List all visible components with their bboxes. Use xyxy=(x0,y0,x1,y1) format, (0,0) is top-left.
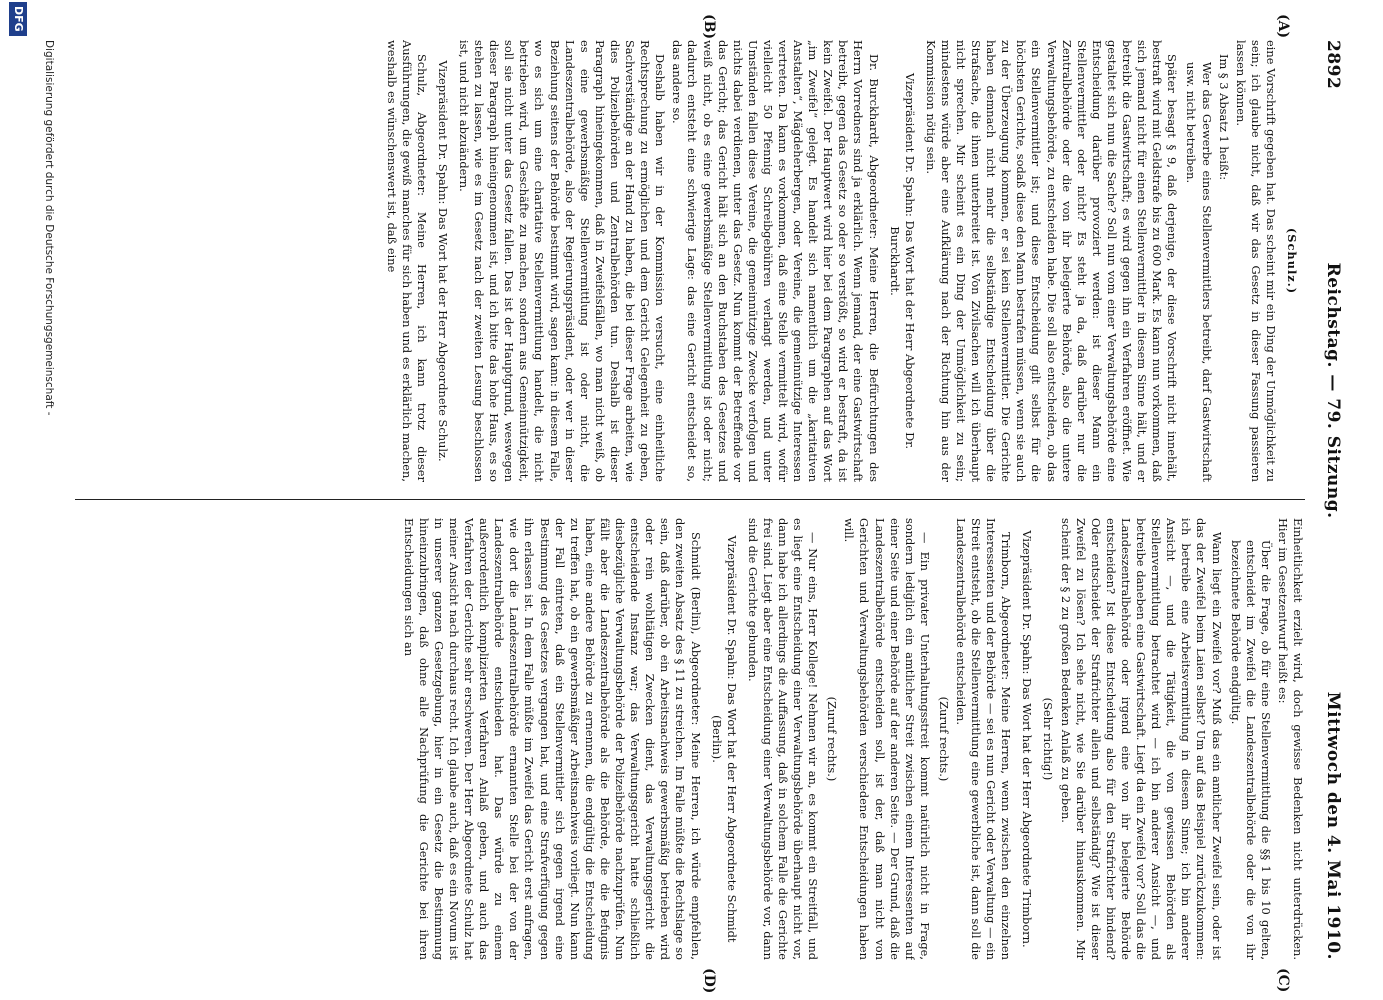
speech-paragraph: Schulz, Abgeordneter: Meine Herren, ich kann trotz dieser Ausführungen, die gewiß manches für sich haben und es erklärlich machen, weshalb es wünschenswert ist, daß eine xyxy=(384,40,429,482)
digitization-credit: Digitalisierung gefördert durch die Deutsche Forschungsgemeinschaft - xyxy=(43,40,55,416)
law-quote: Wer das Gewerbe eines Stellenvermittlers betreibt, darf Gastwirtschaft usw. nicht betreiben. xyxy=(1184,62,1214,482)
paragraph: Im § 3 Absatz 1 heißt: xyxy=(1216,54,1231,181)
right-column xyxy=(75,518,1305,960)
margin-letter-c: (C) xyxy=(1275,968,1291,993)
chair-statement: Vizepräsident Dr. Spahn: Das Wort hat der Herr Abgeordnete Trimborn. xyxy=(1020,530,1035,948)
margin-letter-b: (B) xyxy=(701,14,717,40)
paragraph: eine Vorschrift gegeben hat. Das scheint mir ein Ding der Unmöglichkeit zu sein; ich glaube nicht, daß wir das Gesetz in dieser Fassung passieren lassen können. xyxy=(1233,40,1278,482)
paragraph: Einheitlichkeit erzielt wird, doch gewisse Bedenken nicht unterdrücken. Hier im Gesetzentwurf heißt es: xyxy=(1275,518,1305,960)
session-title: Reichstag. — 79. Sitzung. xyxy=(1323,262,1343,519)
paragraph: — Ein privater Unterhaltungsstreit kommt natürlich nicht in Frage, sondern lediglich ein amtlicher Streit zwischen einem Interessenten auf einer Seite und einer Behörde auf der anderen Seite. — Der Grund, daß die Landeszentralbehörde entscheiden soll, ist der, daß man nicht von Gerichten und Verwaltungsbehörden verschiedene Entscheidungen haben will. xyxy=(842,518,932,960)
chair-statement: Vizepräsident Dr. Spahn: Das Wort hat der Herr Abgeordnete Schmidt (Berlin). xyxy=(709,535,739,943)
margin-letter-d: (D) xyxy=(701,968,717,994)
speech-paragraph: Dr. Burckhardt, Abgeordneter: Meine Herren, die Befürchtungen des Herrn Vorredners sind ja erklärlich. Wenn jemand, der eine Gastwirtschaft betreibt, gegen das Gesetz so oder so verstößt, so wird er bestraft, da ist kein Zweifel. Der Hauptwert wird hier bei dem Paragraphen auf das Wort „im Zweifel“ gelegt. Es handelt sich namentlich um die „karitativen Anstalten“, Mägdeherbergen, oder Vereine, die gemeinnützige Interessen vertreten. Da kann es vorkommen, daß eine Stelle vermittelt wird, wofür vielleicht 50 Pfennig Schreibgebühren verlangt werden, und unter Umständen fallen diese Vereine, die gemeinnützige Zwecke verfolgen und nichts dabei verdienen, unter das Gesetz. Nun kommt der Betreffende vor das Gericht; das Gericht hält sich an den Buchstaben des Gesetzes und weiß nicht, ob es eine gewerbsmäßige Stellenvermittlung ist oder nicht; dadurch entsteht eine schwierige Lage: das eine Gericht entscheidet so, das andere so. xyxy=(670,40,881,482)
speech-paragraph: Trimborn, Abgeordneter: Meine Herren, wenn zwischen den einzelnen Interessenten und der Behörde — sei es nun Gericht oder Verwaltung — ein Streit entsteht, ob die Stellenvermittlung eine gewerbliche ist, dann soll die Landeszentralbehörde entscheiden. xyxy=(954,518,1014,960)
margin-letter-a: (A) xyxy=(1275,14,1291,39)
speech-paragraph: Schmidt (Berlin), Abgeordneter: Meine Herren, ich würde empfehlen, den zweiten Absatz des § 11 zu streichen. Im Falle müßte die Rechtslage so sein, daß darüber, ob ein Arbeitsnachweis gewerbsmäßig betrieben wird oder rein wohltätigen Zwecken dient, das Verwaltungsgericht die entscheidende Instanz war; das Verwaltungsgericht hatte schließlich diesbezügliche Verwaltungsbehörde der Polizeibehörde nachzuprüfen. Nun fällt aber die Landeszentralbehörde als die Behörde, die die Befugnis haben, eine andere Behörde zu ernennen, die endgültig die Entscheidung zu treffen hat, ob ein gewerbsmäßiger Arbeitsnachweis vorliegt. Nun kann der Fall eintreten, daß ein Stellenvermittler sich gegen irgend eine Bestimmung des Gesetzes vergangen hat, und eine Strafverfügung gegen ihn erlassen ist. In dem Falle müßte im Zweifel das Gericht erst anfragen, wie dort die Landeszentralbehörde ernannten Stelle bei der von der Landeszentralbehörde entschieden hat. Das würde zu einem außerordentlich komplizierten Verfahren Anlaß geben, und auch das Verfahren der Gerichte sehr erschweren. Der Herr Abgeordnete Schulz hat meiner Ansicht nach durchaus recht. Ich glaube auch, daß es ein Novum ist in unserer ganzen Gesetzgebung, hier in ein Gesetz die Bestimmung hineinzubringen, daß ohne alle Nachprüfung die Gerichte bei ihren Entscheidungen sich an xyxy=(401,518,703,960)
page-number: 2892 xyxy=(1323,40,1343,90)
column-divider xyxy=(75,499,1305,500)
paragraph: Deshalb haben wir in der Kommission versucht, eine einheitliche Rechtsprechung zu ermöglichen und dem Gericht Gelegenheit zu geben, Sachverständige an der Hand zu haben, die bei dieser Frage arbeiten, wie dies Polizeibehörden und Zentralbehörden tun. Deshalb ist dieser Paragraph hineingekommen, daß in Zweifelsfällen, wo man nicht weiß, ob es eine gewerbsmäßige Stellenvermittlung ist oder nicht, die Landeszentralbehörde, also der Regierungspräsident, oder wer in dieser Beziehung seitens der Behörde bestimmt wird, sagen kann: in diesem Falle, wo es sich um eine charitative Stellenvermittlung handelt, die nicht betrieben wird, um Geschäfte zu machen, sondern aus Gemeinnützigkeit, soll sie nicht unter das Gesetz fallen. Das ist der Hauptgrund, weswegen dieser Paragraph hineingenommen ist, und ich bitte das hohe Haus, es so stehen zu lassen, wie es im Gesetz nach der zweiten Lesung beschlossen ist, und nicht abzuändern. xyxy=(457,40,668,482)
interjection-note: (Zuruf rechts.) xyxy=(825,696,840,782)
dfg-logo: DFG xyxy=(9,2,27,36)
interjection-note: (Zuruf rechts.) xyxy=(936,696,951,782)
chair-statement: Vizepräsident Dr. Spahn: Das Wort hat der Herr Abgeordnete Schulz. xyxy=(435,60,450,462)
paragraph: Wann liegt ein Zweifel vor? Muß das ein amtlicher Zweifel sein, oder ist das der Zweifel beim Laien selbst? Um auf das Beispiel zurückzukommen: ich betreibe eine Arbeitsvermittlung in diesem Sinne; ich bin anderer Ansicht —, und die Tätigkeit, die von gewissen Behörden als Stellenvermittlung betrachtet wird — ich bin anderer Ansicht —, und betreibe daneben eine Gastwirtschaft. Liegt da ein Zweifel vor? Soll das die Landeszentralbehörde oder irgend eine von ihr belegierte Behörde entscheiden? Ist diese Entscheidung also für den Strafrichter bindend? Oder entscheidet der Strafrichter allein und selbständig? Wie ist dieser Zweifel zu lösen? Ich sehe nicht, wie Sie darüber hinauskommen. Mir scheint der § 2 zu großen Bedenken Anlaß zu geben. xyxy=(1058,518,1224,960)
law-quote: Über die Frage, ob für eine Stellenvermittlung die §§ 1 bis 10 gelten, entscheidet im Zweifel die Landeszentralbehörde oder die von ihr bezeichnete Behörde endgültig. xyxy=(1228,540,1273,960)
paragraph: — Nur eins, Herr Kollege! Nehmen wir an, es kommt ein Streitfall, und es liegt eine Entscheidung einer Verwaltungsbehörde überhaupt nicht vor, dann habe ich allerdings die Auffassung, daß in solchem Falle die Gerichte frei sind. Liegt aber eine Entscheidung einer Verwaltungsbehörde vor, dann sind die Gerichte gebunden. xyxy=(745,518,821,960)
page-header xyxy=(1309,40,1343,960)
interjection-note: (Sehr richtig!) xyxy=(1041,697,1056,781)
continued-speaker: (Schulz.) xyxy=(1285,227,1299,295)
paragraph: Später besagt § 9, daß derjenige, der diese Vorschrift nicht innehält, bestraft wird mit Geldstrafe bis zu 600 Mark. Es kann nun vorkommen, daß sich jemand nicht für einen Stellenvermittler in diesem Sinne hält, und er betreibt die Gastwirtschaft; es wird gegen ihn ein Verfahren eröffnet. Wie gestaltet sich nun die Sache? Soll nun vom einer Verwaltungsbehörde eine Entscheidung darüber provoziert werden: ist dieser Mann ein Stellenvermittler oder nicht? Es steht ja da, daß darüber nur die Zentralbehörde oder die von ihr belegierte Behörde, also die untere Verwaltungsbehörde, zu entscheiden habe. Die soll also entscheiden, ob das ein Stellenvermittler ist; und diese Entscheidung gilt selbst für die höchsten Gerichte, sodaß diese den Mann bestrafen müssen, wenn sie auch zu der Überzeugung kommen, er sei kein Stellenvermittler. Die Gerichte haben demnach nicht mehr die selbständige Entscheidung über die Strafsache, die ihnen unterbreitet ist. Von Zivilsachen will ich überhaupt nicht sprechen. Mir scheint es ein Ding der Unmöglichkeit zu sein; mindestens würde aber eine Aufklärung nach der Richtung hin aus der Kommission nötig sein. xyxy=(923,40,1180,482)
session-date: Mittwoch den 4. Mai 1910. xyxy=(1323,691,1343,960)
left-column xyxy=(75,40,1305,482)
chair-statement: Vizepräsident Dr. Spahn: Das Wort hat der Herr Abgeordnete Dr. Burckhardt. xyxy=(887,72,917,450)
